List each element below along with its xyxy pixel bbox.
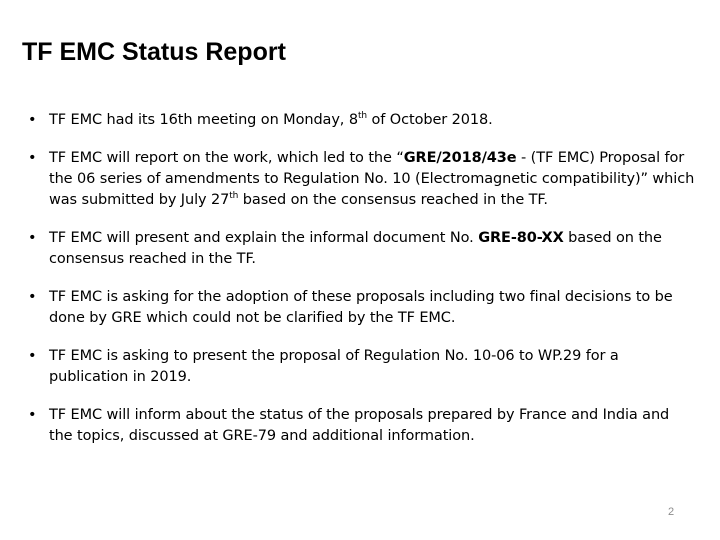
page-number: 2 — [668, 506, 675, 518]
text-segment: - (TF EMC) Proposal for the 06 series of amendments to Regulation No. 10 (Electromagnetic compatibility)” which was submitted by July 27 — [49, 150, 695, 208]
text-segment: TF EMC will report on the work, which led to the “ — [49, 150, 404, 166]
bullet-text — [49, 148, 696, 211]
bullet-item — [26, 287, 696, 329]
bullet-marker: • — [28, 407, 37, 423]
bullet-marker: • — [28, 150, 37, 166]
bullet-text — [49, 346, 696, 388]
text-segment: based on the consensus reached in the TF. — [238, 192, 548, 208]
bullet-marker: • — [28, 112, 37, 128]
bullet-text — [49, 405, 696, 447]
slide-title: TF EMC Status Report — [22, 38, 286, 66]
bullet-item — [26, 110, 696, 131]
bullet-text — [49, 287, 696, 329]
bullet-item — [26, 228, 696, 270]
superscript-text: th — [229, 191, 239, 202]
bold-text: GRE/2018/43e — [403, 150, 517, 166]
superscript-text: th — [357, 111, 368, 122]
bullet-text — [49, 110, 696, 131]
text-segment: based on the consensus reached in the TF. — [49, 230, 662, 267]
bold-text: GRE-80-XX — [478, 230, 564, 246]
text-segment: TF EMC is asking for the adoption of these proposals including two final decisions to be done by GRE which could not be clarified by the TF EMC. — [49, 289, 673, 326]
text-segment: TF EMC had its 16th meeting on Monday, 8 — [49, 112, 358, 128]
bullet-item — [26, 346, 696, 388]
bullet-item — [26, 405, 696, 447]
bullet-marker: • — [28, 289, 37, 305]
text-segment: TF EMC will present and explain the informal document No. — [49, 230, 479, 246]
text-segment: of October 2018. — [367, 112, 493, 128]
bullet-marker: • — [28, 230, 37, 246]
bullet-text — [49, 228, 696, 270]
text-segment: TF EMC will inform about the status of the proposals prepared by France and India and the topics, discussed at GRE-79 and additional information. — [49, 407, 670, 444]
text-segment: TF EMC is asking to present the proposal of Regulation No. 10-06 to WP.29 for a publication in 2019. — [49, 348, 619, 385]
bullet-list — [26, 110, 696, 464]
bullet-marker: • — [28, 348, 37, 364]
bullet-item — [26, 148, 696, 211]
